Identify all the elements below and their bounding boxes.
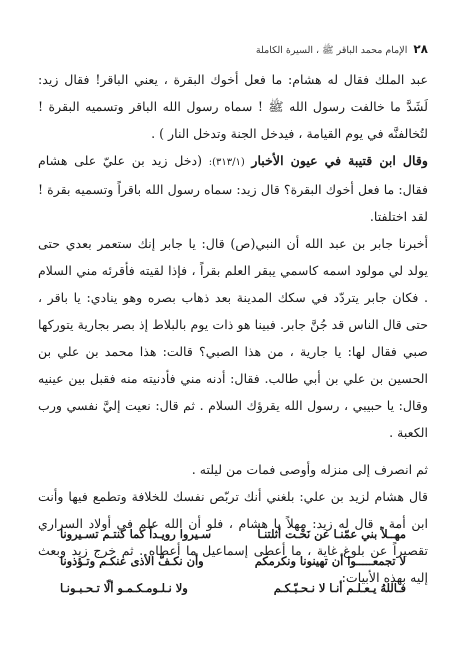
running-title: الإمام محمد الباقر ﷺ ، السيرة الكاملة: [255, 45, 408, 56]
paragraph-jabir-narration: أخبرنا جابر بن عبد الله أن النبي(ص) قال: يا جابر إنك ستعمر بعدي حتى يولد لي مولود اسمه كاسمي يبقر العلم بقراً ، فإذا لقيته فأقرئه مني السلام . فكان جابر يتردّد في سكك المدينة بعد ذهاب بصره وهو ينادي: يا باقر ، حتى قال الناس قد جُنَّ جابر. فبينا هو ذات يوم بالبلاط إذ بصر بجارية يتوركها صبي فقال لها: يا جارية ، من هذا الصبي؟ قالت: هذا محمد بن علي بن الحسين بن علي بن أبي طالب. فقال: أدنه مني فأدنيته منه فقبل بين عينيه وقال: يا حبيبي ، رسول الله يقرؤك السلام . ثم قال: نعيت إليَّ نفسي ورب الكعبة .: [38, 236, 428, 440]
poem: [60, 521, 406, 602]
page-number: ٢٨: [413, 42, 428, 56]
verse-first-hemistich: مهــلاً بني عمّنـا عن نَحْـت أثلتنـا: [257, 527, 406, 541]
paragraph-gap: [38, 446, 428, 456]
paragraph-death-of-jabir: ثم انصرف إلى منزله وأوصى فمات من ليلته .: [191, 462, 428, 477]
quotation-ibn-qutaybah: [38, 147, 428, 230]
verse-first-hemistich: لا تجمعـــــوا أن تهينونا ونكرمكم: [254, 554, 406, 568]
page-body: [38, 66, 428, 591]
verse-second-hemistich: وأن نكـفَّ الأذى عنكـم وتـؤذونا: [60, 554, 204, 568]
poem-verse: [60, 548, 406, 575]
verse-second-hemistich: سـيروا رويـداً كما كنتـم تسـيرونا: [60, 527, 212, 541]
poem-verse: [60, 575, 406, 602]
verse-second-hemistich: ولا نـلـومـكـمـو ألّا تـحـبـونـا: [60, 581, 188, 595]
quote-reference: (٣١٣/١):: [208, 157, 245, 168]
poem-verse: [60, 521, 406, 548]
quote-source: وقال ابن قتيبة في عيون الأخبار: [251, 153, 428, 168]
paragraph-zayd-reply: قال هشام لزيد بن علي: بلغني أنك تربّص نفسك للخلافة وتطمع فيها وأنت ابن أمة . قال له زيد: مهلاً يا هشام ، فلو أن الله علم في أولاد السراري تقصيراً عن بلوغ غاية ، ما أعطى إسماعيل ما أعطاه . ثم خرج زيد وبعث إليه بهذه الأبيات:: [38, 489, 428, 585]
paragraph-hisham-dialogue: عبد الملك فقال له هشام: ما فعل أخوك البقرة ، يعني الباقر! فقال زيد: لَشَدَّ ما خالفت رسول الله ﷺ ! سماه رسول الله الباقر وتسميه البقرة ! لتُخالفنَّه في يوم القيامة ، فيدخل الجنة وتدخل النار ) .: [38, 72, 428, 141]
page-header: [256, 42, 428, 58]
verse-first-hemistich: فـاللهُ يـعـلـم أنـا لا نـحـبّـكـم: [273, 581, 406, 595]
quote-text: (دخل زيد بن عليّ على هشام فقال: ما فعل أخوك البقرة؟ قال زيد: سماه رسول الله باقراً وتسميه بقرة ! لقد اختلفتا.: [38, 153, 428, 224]
